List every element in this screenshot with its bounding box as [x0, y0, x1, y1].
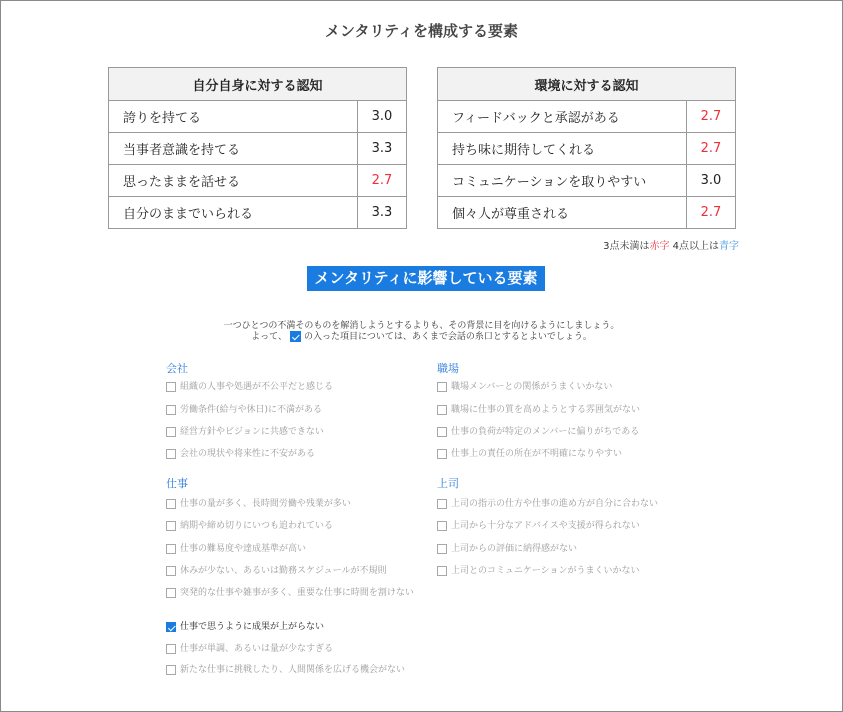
row-score: 2.7: [687, 197, 736, 229]
row-label: 持ち味に期待してくれる: [438, 133, 687, 165]
category-workplace: 職場: [437, 362, 459, 375]
checkbox-item[interactable]: 上司からの評価に納得感がない: [437, 543, 689, 555]
page-title: メンタリティを構成する要素: [325, 22, 518, 40]
score-color-legend: 3点未満は赤字 4点以上は青字: [603, 241, 739, 252]
checkbox-item[interactable]: 上司とのコミュニケーションがうまくいかない: [437, 565, 689, 577]
checkbox[interactable]: [166, 499, 176, 509]
checkbox-sample-icon: [290, 331, 301, 342]
row-score: 2.7: [687, 101, 736, 133]
row-label: コミュニケーションを取りやすい: [438, 165, 687, 197]
checkbox-item[interactable]: 仕事が単調、あるいは量が少なすぎる: [166, 643, 418, 655]
checkbox[interactable]: [166, 544, 176, 554]
checkbox[interactable]: [166, 588, 176, 598]
checkbox[interactable]: [437, 521, 447, 531]
checkbox-item[interactable]: 会社の現状や将来性に不安がある: [166, 448, 418, 460]
checkbox-item[interactable]: 職場メンバーとの関係がうまくいかない: [437, 381, 689, 393]
instruction-line-1: 一つひとつの不満そのものを解消しようとするよりも、その背景に目を向けるようにしましょう。: [223, 321, 620, 331]
factors-heading: メンタリティに影響している要素: [307, 266, 545, 291]
category-boss: 上司: [437, 477, 459, 490]
checkbox-item[interactable]: 新たな仕事に挑戦したり、人間関係を広げる機会がない: [166, 664, 418, 676]
checkbox[interactable]: [437, 499, 447, 509]
checkbox[interactable]: [437, 449, 447, 459]
row-score: 3.0: [687, 165, 736, 197]
row-label: 誇りを持てる: [109, 101, 358, 133]
checkbox-item-checked[interactable]: 仕事で思うように成果が上がらない: [166, 621, 418, 633]
table-row: [438, 133, 736, 165]
table-row: [438, 101, 736, 133]
table-row: [438, 197, 736, 229]
checkbox[interactable]: [437, 382, 447, 392]
row-score: 2.7: [358, 165, 407, 197]
checkbox-item[interactable]: 納期や締め切りにいつも追われている: [166, 520, 418, 532]
checkbox-item[interactable]: 仕事上の責任の所在が不明確になりやすい: [437, 448, 689, 460]
checkbox[interactable]: [166, 382, 176, 392]
row-score: 3.3: [358, 133, 407, 165]
table-row: [109, 197, 407, 229]
table-header: 自分自身に対する認知: [109, 68, 407, 101]
checkbox-item[interactable]: 仕事の負荷が特定のメンバーに偏りがちである: [437, 426, 689, 438]
checkbox[interactable]: [166, 405, 176, 415]
checkbox-item[interactable]: 組織の人事や処遇が不公平だと感じる: [166, 381, 418, 393]
self-perception-table: [108, 67, 407, 229]
checkbox-item[interactable]: 労働条件(給与や休日)に不満がある: [166, 404, 418, 416]
category-company: 会社: [166, 362, 188, 375]
environment-perception-table: [437, 67, 736, 229]
row-label: 当事者意識を持てる: [109, 133, 358, 165]
instruction-line-2: よって、 の入った項目については、あくまで会話の糸口とするとよいでしょう。: [251, 332, 592, 342]
table-row: [109, 133, 407, 165]
checkbox-item[interactable]: 突発的な仕事や雑事が多く、重要な仕事に時間を割けない: [166, 587, 418, 599]
checkbox[interactable]: [166, 449, 176, 459]
checkbox-item[interactable]: 上司の指示の仕方や仕事の進め方が自分に合わない: [437, 498, 689, 510]
checkbox-item[interactable]: 仕事の量が多く、長時間労働や残業が多い: [166, 498, 418, 510]
checkbox[interactable]: [437, 566, 447, 576]
checkbox[interactable]: [437, 405, 447, 415]
checkbox-checked[interactable]: [166, 622, 176, 632]
checkbox[interactable]: [437, 544, 447, 554]
table-row: [109, 101, 407, 133]
checkbox-item[interactable]: 休みが少ない、あるいは勤務スケジュールが不規則: [166, 565, 418, 577]
row-label: 自分のままでいられる: [109, 197, 358, 229]
checkbox[interactable]: [166, 521, 176, 531]
checkbox[interactable]: [166, 566, 176, 576]
table-row: [438, 165, 736, 197]
legend-red-word: 赤字: [649, 241, 670, 252]
table-row: [109, 165, 407, 197]
checkbox-item[interactable]: 経営方針やビジョンに共感できない: [166, 426, 418, 438]
legend-blue-word: 青字: [719, 241, 739, 252]
row-score: 3.0: [358, 101, 407, 133]
checkbox-item[interactable]: 上司から十分なアドバイスや支援が得られない: [437, 520, 689, 532]
table-header: 環境に対する認知: [438, 68, 736, 101]
row-label: 思ったままを話せる: [109, 165, 358, 197]
row-score: 2.7: [687, 133, 736, 165]
checkbox-item[interactable]: 職場に仕事の質を高めようとする雰囲気がない: [437, 404, 689, 416]
checkbox[interactable]: [437, 427, 447, 437]
checkbox-item[interactable]: 仕事の難易度や達成基準が高い: [166, 543, 418, 555]
category-work: 仕事: [166, 477, 188, 490]
checkbox[interactable]: [166, 427, 176, 437]
row-score: 3.3: [358, 197, 407, 229]
checkbox[interactable]: [166, 644, 176, 654]
checkbox[interactable]: [166, 665, 176, 675]
row-label: 個々人が尊重される: [438, 197, 687, 229]
row-label: フィードバックと承認がある: [438, 101, 687, 133]
